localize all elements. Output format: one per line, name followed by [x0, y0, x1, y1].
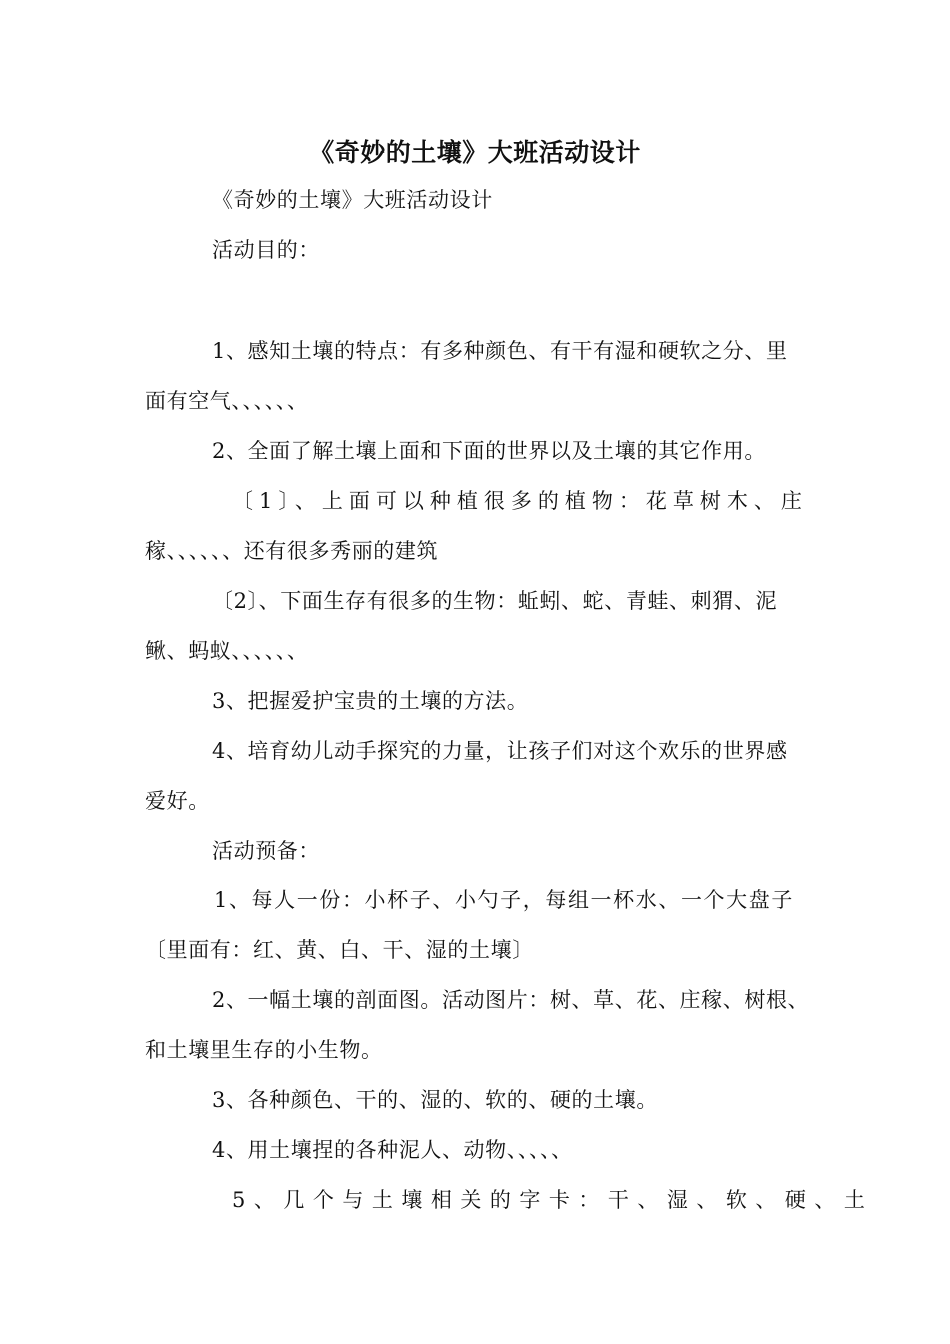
paragraph-line: 〔里面有：红、黄、白、干、湿的土壤〕 [145, 938, 534, 962]
paragraph-line: 〔1〕、上面可以种植很多的植物：花草树木、庄 [232, 489, 808, 513]
subtitle-line: 《奇妙的土壤》大班活动设计 [212, 188, 493, 212]
paragraph-line: 2、全面了解土壤上面和下面的世界以及土壤的其它作用。 [212, 439, 766, 463]
paragraph-line: 5、几个与土壤相关的字卡：干、湿、软、硬、土 [232, 1188, 874, 1212]
document-title: 《奇妙的土壤》大班活动设计 [309, 138, 641, 167]
paragraph-line: 稼、、、、、、还有很多秀丽的建筑 [145, 539, 439, 563]
paragraph-line: 4、用土壤捏的各种泥人、动物、、、、、 [212, 1138, 573, 1162]
paragraph-line: 1、每人一份：小杯子、小勺子，每组一杯水、一个大盘子 [214, 888, 794, 912]
paragraph-line: 2、一幅土壤的剖面图。活动图片：树、草、花、庄稼、树根、 [212, 988, 810, 1012]
paragraph-line: 和土壤里生存的小生物。 [145, 1038, 383, 1062]
paragraph-line: 4、培育幼儿动手探究的力量，让孩子们对这个欢乐的世界感 [212, 739, 788, 763]
paragraph-line: 〔2〕、下面生存有很多的生物：蚯蚓、蛇、青蛙、刺猬、泥 [212, 589, 778, 613]
paragraph-line: 面有空气、、、、、、 [145, 389, 309, 413]
paragraph-line: 鳅、蚂蚁、、、、、、 [145, 639, 309, 663]
section-heading-objectives: 活动目的： [212, 238, 320, 262]
paragraph-line: 3、各种颜色、干的、湿的、软的、硬的土壤。 [212, 1088, 658, 1112]
paragraph-line: 1、感知土壤的特点：有多种颜色、有干有湿和硬软之分、里 [212, 339, 788, 363]
paragraph-line: 爱好。 [145, 789, 210, 813]
section-heading-preparation: 活动预备： [212, 839, 320, 863]
paragraph-line: 3、把握爱护宝贵的土壤的方法。 [212, 689, 529, 713]
